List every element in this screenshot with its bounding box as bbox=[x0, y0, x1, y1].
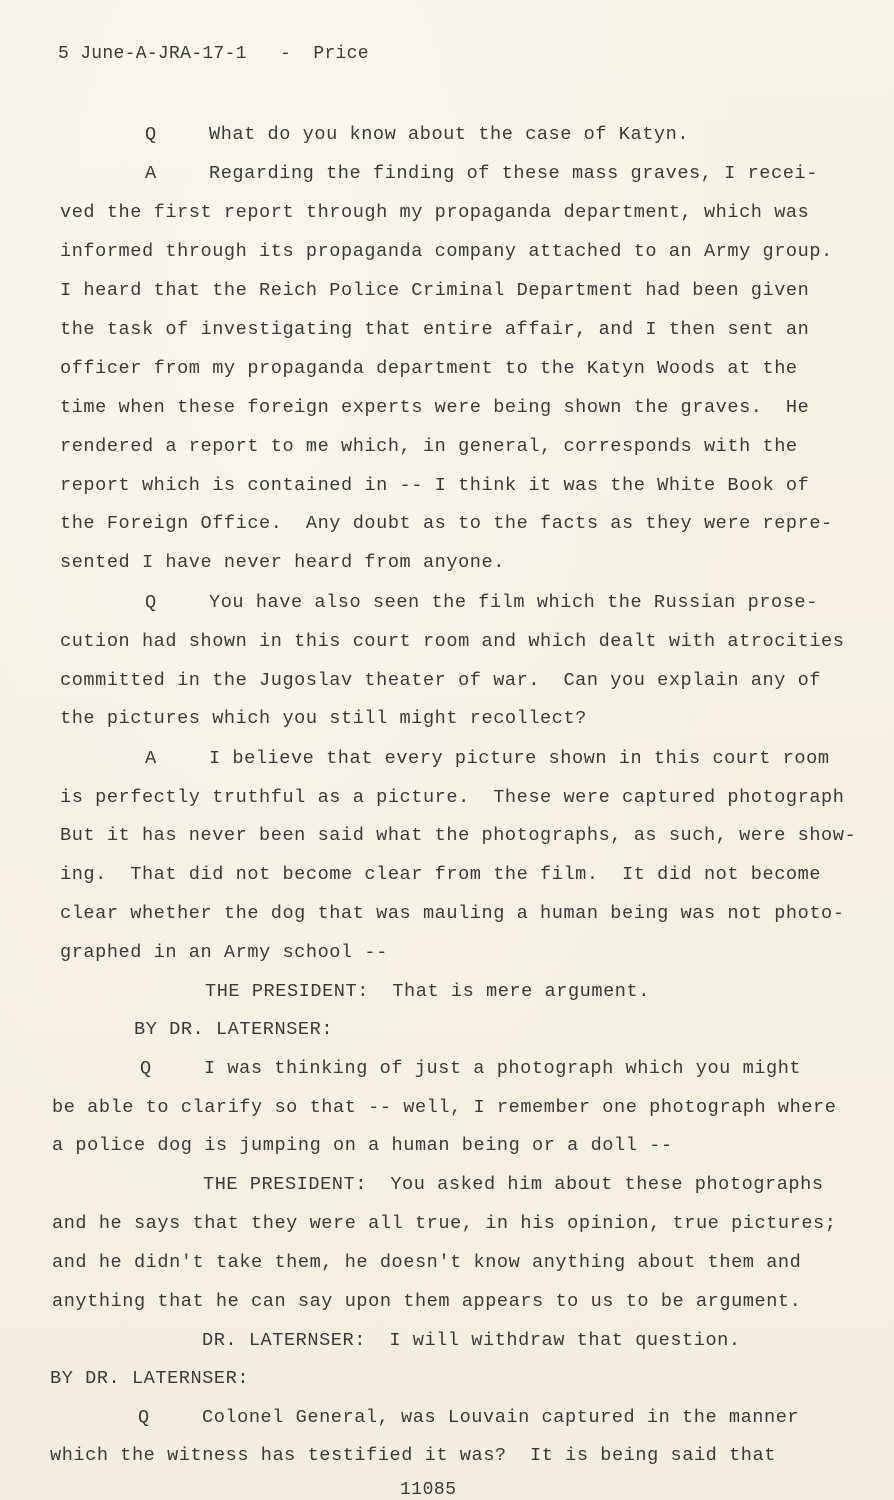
text-line-2 bbox=[145, 165, 818, 184]
line-text: What do you know about the case of Katyn. bbox=[209, 124, 690, 145]
text-line-12: sented I have never heard from anyone. bbox=[60, 552, 505, 573]
text-line-21: clear whether the dog that was mauling a human being was not photo- bbox=[60, 903, 845, 924]
text-line-26: be able to clarify so that -- well, I remember one photograph where bbox=[52, 1097, 837, 1118]
text-line-23: THE PRESIDENT: That is mere argument. bbox=[205, 981, 650, 1002]
line-text: Colonel General, was Louvain captured in the manner bbox=[202, 1407, 800, 1428]
text-line-9: rendered a report to me which, in general, corresponds with the bbox=[60, 436, 798, 457]
text-line-35: which the witness has testified it was? It is being said that bbox=[50, 1445, 776, 1466]
text-line-13 bbox=[145, 594, 818, 613]
line-text: I believe that every picture shown in this court room bbox=[209, 748, 830, 769]
page-header: 5 June-A-JRA-17-1 - Price bbox=[58, 44, 369, 64]
text-line-32: DR. LATERNSER: I will withdraw that question. bbox=[202, 1330, 741, 1351]
text-line-14: cution had shown in this court room and which dealt with atrocities bbox=[60, 631, 845, 652]
text-line-27: a police dog is jumping on a human being or a doll -- bbox=[52, 1135, 673, 1156]
text-line-17 bbox=[145, 750, 830, 769]
text-line-31: anything that he can say upon them appears to us to be argument. bbox=[52, 1291, 802, 1312]
speaker-marker: Q bbox=[145, 592, 157, 613]
text-line-11: the Foreign Office. Any doubt as to the facts as they were repre- bbox=[60, 513, 833, 534]
text-line-16: the pictures which you still might recollect? bbox=[60, 708, 587, 729]
text-line-6: the task of investigating that entire affair, and I then sent an bbox=[60, 319, 810, 340]
line-text: I was thinking of just a photograph which you might bbox=[204, 1058, 802, 1079]
line-text: Regarding the finding of these mass graves, I recei- bbox=[209, 163, 818, 184]
text-line-7: officer from my propaganda department to the Katyn Woods at the bbox=[60, 358, 798, 379]
text-line-33: BY DR. LATERNSER: bbox=[50, 1368, 250, 1389]
text-line-19: But it has never been said what the photographs, as such, were show- bbox=[60, 825, 857, 846]
text-line-4: informed through its propaganda company attached to an Army group. bbox=[60, 241, 833, 262]
text-line-29: and he says that they were all true, in his opinion, true pictures; bbox=[52, 1213, 837, 1234]
text-line-30: and he didn't take them, he doesn't know anything about them and bbox=[52, 1252, 802, 1273]
speaker-marker: A bbox=[145, 748, 157, 769]
text-line-15: committed in the Jugoslav theater of war. Can you explain any of bbox=[60, 670, 822, 691]
text-line-34 bbox=[138, 1409, 799, 1428]
text-line-24: BY DR. LATERNSER: bbox=[134, 1019, 334, 1040]
text-line-22: graphed in an Army school -- bbox=[60, 942, 388, 963]
text-line-28: THE PRESIDENT: You asked him about these photographs bbox=[203, 1174, 824, 1195]
speaker-marker: Q bbox=[145, 124, 157, 145]
text-line-18: is perfectly truthful as a picture. These were captured photograph bbox=[60, 787, 845, 808]
speaker-marker: Q bbox=[138, 1407, 150, 1428]
speaker-marker: Q bbox=[140, 1058, 152, 1079]
text-line-1 bbox=[145, 126, 689, 145]
text-line-25 bbox=[140, 1060, 801, 1079]
page-number: 11085 bbox=[400, 1480, 457, 1500]
text-line-10: report which is contained in -- I think it was the White Book of bbox=[60, 475, 810, 496]
line-text: You have also seen the film which the Russian prose- bbox=[209, 592, 818, 613]
text-line-5: I heard that the Reich Police Criminal Department had been given bbox=[60, 280, 810, 301]
speaker-marker: A bbox=[145, 163, 157, 184]
text-line-3: ved the first report through my propaganda department, which was bbox=[60, 202, 810, 223]
text-line-20: ing. That did not become clear from the film. It did not become bbox=[60, 864, 822, 885]
text-line-8: time when these foreign experts were being shown the graves. He bbox=[60, 397, 810, 418]
